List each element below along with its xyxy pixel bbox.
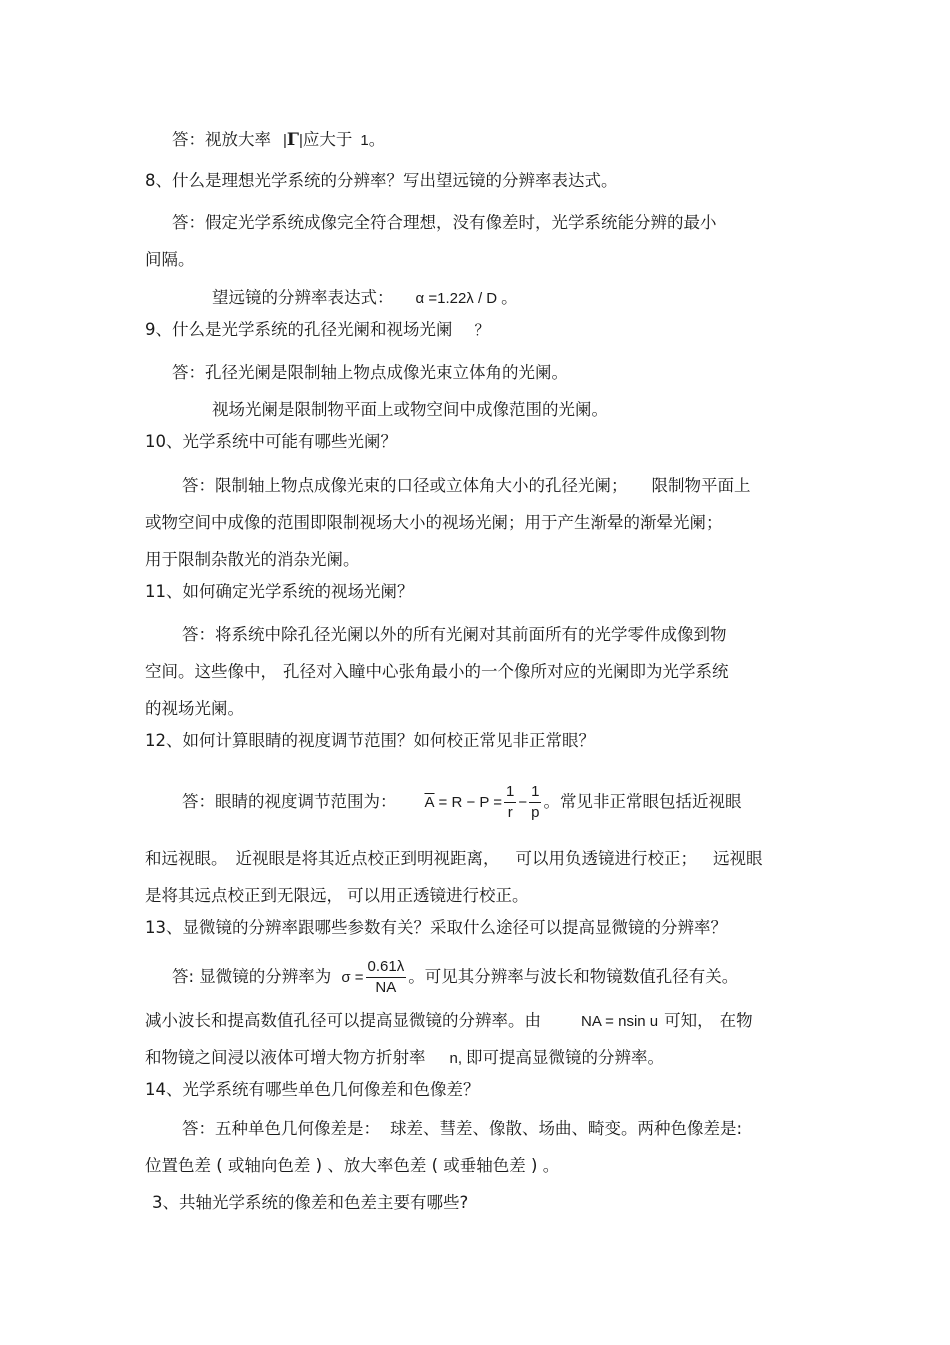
answer-13-line-1: 答: 显微镜的分辨率为 σ = $\frac{0.61\lambda}{NA}$ 。可见其分辨率与波长和物镜数值孔径有关。: [172, 958, 739, 996]
answer-8-formula-line: 望远镜的分辨率表达式： α =1.22λ / D 。: [212, 288, 518, 307]
answer-13-line-2: 减小波长和提高数值孔径可以提高显微镜的分辨率。由 NA = nsin u 可知， 在物: [145, 1011, 753, 1030]
question-11: 11、如何确定光学系统的视场光阑？: [145, 582, 414, 601]
answer-9-line-2: 视场光阑是限制物平面上或物空间中成像范围的光阑。: [212, 400, 608, 419]
answer-11-line-3: 的视场光阑。: [145, 699, 244, 718]
resolution-fraction: $\frac{0.61\lambda}{NA}$: [367, 958, 405, 996]
question-14: 14、光学系统有哪些单色几何像差和色像差？: [145, 1080, 480, 1099]
answer-14-line-1: 答：五种单色几何像差是： 球差、彗差、像散、场曲、畸变。两种色像差是:: [182, 1119, 743, 1138]
fraction-one-over-p: $\frac{1}{p}$: [531, 783, 540, 821]
answer-12-line-1: 答：眼睛的视度调节范围为： $\overline{A} = R - P$ = $\frac{1}{r}$ − $\frac{1}{p}$ 。常见非正常眼包括近视眼: [182, 783, 742, 821]
telescope-resolution-formula: α =1.22λ / D: [415, 290, 498, 307]
answer-10-line-1: 答：限制轴上物点成像光束的口径或立体角大小的孔径光阑； 限制物平面上: [182, 476, 751, 495]
answer-8-line-2: 间隔。: [145, 250, 195, 269]
answer-12-line-2: 和远视眼。 近视眼是将其近点校正到明视距离， 可以用负透镜进行校正； 远视眼: [145, 849, 763, 868]
answer-11-line-2: 空间。这些像中， 孔径对入瞳中心张角最小的一个像所对应的光阑即为光学系统: [145, 662, 729, 681]
answer-12-line-3: 是将其远点校正到无限远， 可以用正透镜进行校正。: [145, 886, 529, 905]
gamma-symbol: Γ: [286, 130, 299, 150]
answer-13-line-3: 和物镜之间浸以液体可增大物方折射率 n, 即可提高显微镜的分辨率。: [145, 1048, 665, 1067]
answer-9-line-1: 答：孔径光阑是限制轴上物点成像光束立体角的光阑。: [172, 363, 568, 382]
numerical-aperture-formula: NA = nsin u: [581, 1013, 659, 1030]
fraction-one-over-r: $\frac{1}{r}$: [506, 783, 515, 821]
question-9: 9、什么是光学系统的孔径光阑和视场光阑 ？: [145, 320, 490, 339]
question-10: 10、光学系统中可能有哪些光阑？: [145, 432, 397, 451]
answer-7: 答：视放大率 |Γ|应大于 1。: [172, 130, 386, 150]
answer-10-line-2: 或物空间中成像的范围即限制视场大小的视场光阑；用于产生渐晕的渐晕光阑；: [145, 513, 723, 532]
question-12: 12、如何计算眼睛的视度调节范围？如何校正常见非正常眼？: [145, 731, 595, 750]
accommodation-symbol: $\overline{A}$: [424, 794, 435, 811]
answer-10-line-3: 用于限制杂散光的消杂光阑。: [145, 550, 360, 569]
answer-8-line-1: 答：假定光学系统成像完全符合理想，没有像差时，光学系统能分辨的最小: [172, 213, 717, 232]
answer-11-line-1: 答：将系统中除孔径光阑以外的所有光阑对其前面所有的光学零件成像到物: [182, 625, 727, 644]
question-3: 3、共轴光学系统的像差和色差主要有哪些?: [152, 1193, 469, 1212]
question-13: 13、显微镜的分辨率跟哪些参数有关？采取什么途径可以提高显微镜的分辨率？: [145, 918, 727, 937]
question-8: 8、什么是理想光学系统的分辨率？写出望远镜的分辨率表达式。: [145, 171, 618, 190]
answer-14-line-2: 位置色差 ( 或轴向色差 ) 、放大率色差 ( 或垂轴色差 ) 。: [145, 1156, 560, 1175]
